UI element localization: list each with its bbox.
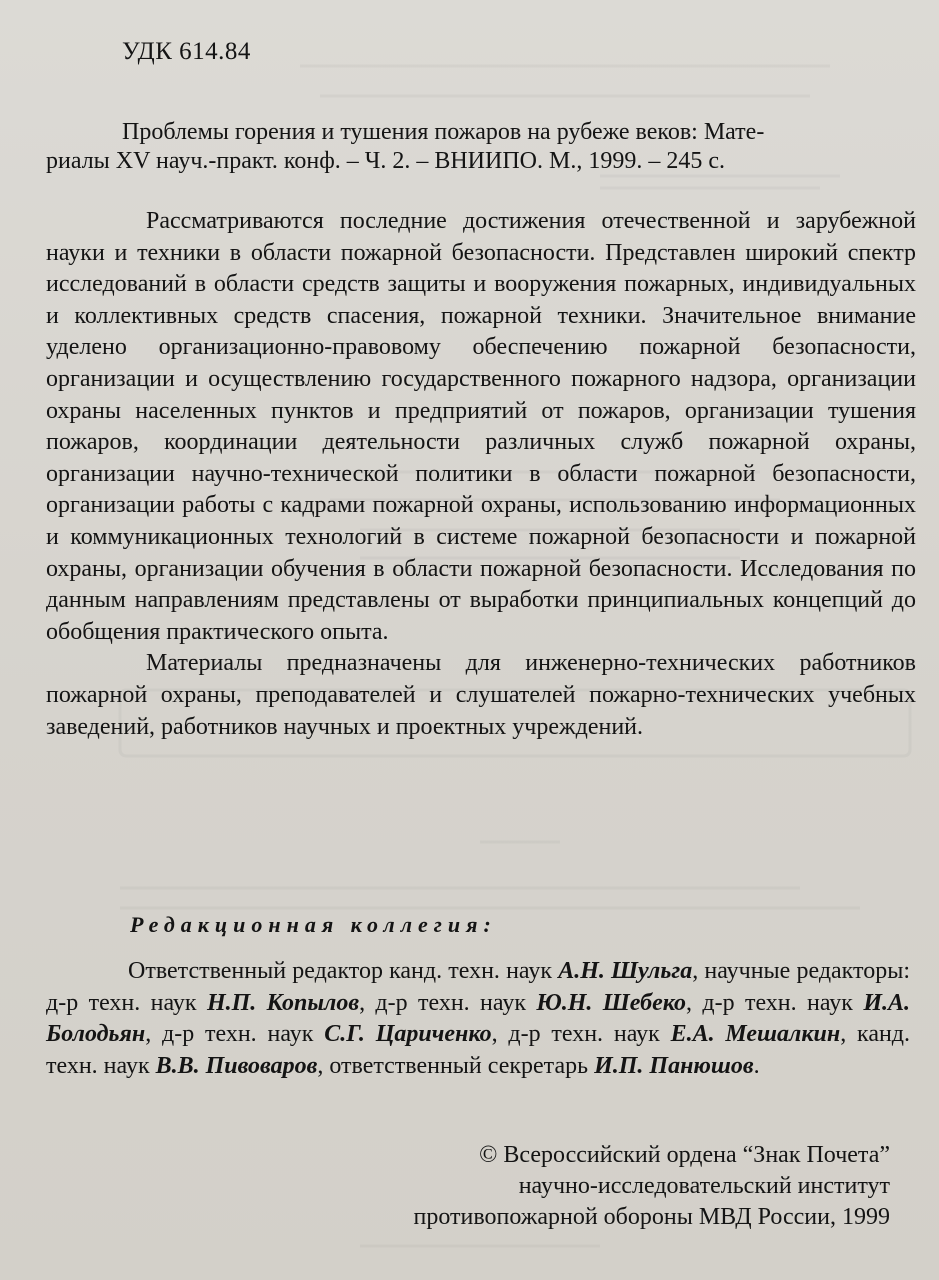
board-member-name: Ю.Н. Шебеко [536, 989, 687, 1016]
copyright-line-1: © Всероссийский ордена “Знак Почета” [479, 1142, 890, 1168]
bibliographic-line-1: Проблемы горения и тушения пожаров на рубеже веков: Мате- [122, 119, 765, 145]
board-text-segment: , д-р техн. наук [686, 989, 864, 1016]
bibliographic-line-2: риалы XV науч.-практ. конф. – Ч. 2. – ВНИИПО. М., 1999. – 245 с. [46, 148, 725, 174]
board-member-name: Н.П. Копылов [206, 989, 360, 1016]
abstract-paragraph-2: Материалы предназначены для инженерно-технических работников пожарной охраны, преподавателей и слушателей пожарно-технических учебных заведений, работников научных и проектных учреждений. [46, 650, 916, 740]
abstract [46, 206, 916, 743]
abstract-paragraph-1: Рассматриваются последние достижения отечественной и зарубежной науки и техники в области пожарной безопасности. Представлен широкий спектр исследований в области средств защиты и вооружения пожарных, индивидуальных и коллективных средств спасения, пожарной техники. Значительное внимание уделено организационно-правовому обеспечению пожарной безопасности, организации и осуществлению государственного пожарного надзора, организации охраны населенных пунктов и предприятий от пожаров, организации тушения пожаров, координации деятельности различных служб пожарной охраны, организации научно-технической политики в области пожарной безопасности, организации работы с кадрами пожарной охраны, использованию информационных и коммуникационных технологий в системе пожарной безопасности и пожарной охраны, организации обучения в области пожарной безопасности. Исследования по данным направлениям представлены от выработки принципиальных концепций до обобщения практического опыта. [46, 208, 916, 645]
bibliographic-description [46, 118, 917, 176]
board-member-name: А.Н. Шульга [558, 958, 693, 984]
udc-code: УДК 614.84 [122, 38, 251, 65]
board-text-segment: , д-р техн. наук [491, 1021, 671, 1047]
board-member-name: И.А. Болодьян [46, 989, 911, 1047]
board-text-segment: , ответственный секретарь [317, 1052, 595, 1079]
board-member-name: Е.А. Мешалкин [670, 1021, 841, 1047]
editorial-board-list [46, 956, 910, 1082]
board-member-name: И.П. Панюшов [594, 1052, 754, 1079]
editorial-board-title: Редакционная коллегия: [130, 912, 497, 937]
board-text-segment: , научные редакторы: д-р техн. наук [46, 958, 910, 1016]
board-member-name: В.В. Пивоваров [155, 1052, 318, 1079]
board-text-segment: . [753, 1052, 760, 1079]
copyright-line-2: научно-исследовательский институт [518, 1173, 890, 1199]
board-member-name: С.Г. Цариченко [324, 1021, 492, 1047]
board-text-segment: Ответственный редактор канд. техн. наук [128, 958, 559, 984]
copyright-line-3: противопожарной обороны МВД России, 1999 [413, 1204, 890, 1230]
copyright-notice [300, 1140, 890, 1233]
board-text-segment: , канд. техн. наук [46, 1021, 911, 1079]
board-text-segment: , д-р техн. наук [359, 989, 537, 1016]
board-text-segment: , д-р техн. наук [145, 1021, 325, 1047]
